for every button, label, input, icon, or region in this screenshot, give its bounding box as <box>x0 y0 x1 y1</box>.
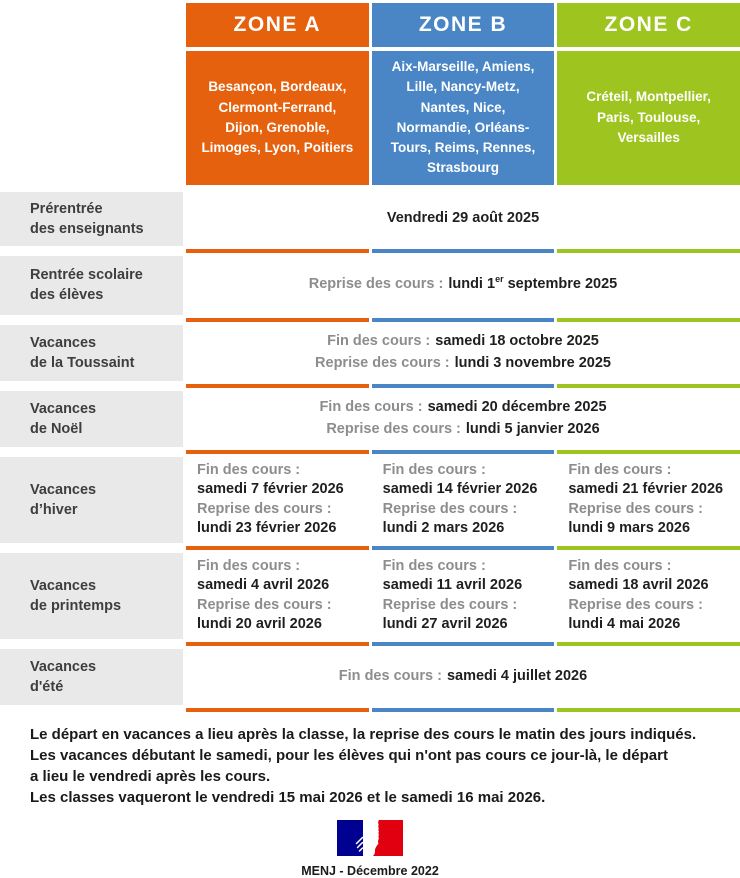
footnote-line3: a lieu le vendredi après les cours. <box>30 767 271 785</box>
zone-c-header: ZONE C <box>557 3 740 47</box>
hiver-a-reprise: lundi 23 février 2026 <box>197 520 337 536</box>
hiver-c-fin: samedi 21 février 2026 <box>568 481 724 497</box>
fin-line <box>319 397 606 418</box>
divider-zone-c <box>557 708 740 712</box>
row-label-line2: d’hiver <box>30 501 78 518</box>
row-content-hiver <box>186 457 740 543</box>
reprise-label: Reprise des cours : <box>315 354 450 371</box>
printemps-c-reprise: lundi 4 mai 2026 <box>568 616 681 632</box>
fin-label: Fin des cours : <box>382 557 486 574</box>
row-content-toussaint <box>186 325 740 381</box>
noel-fin-date: samedi 20 décembre 2025 <box>427 399 607 416</box>
tricolor-divider <box>186 249 740 253</box>
row-label-line1: Vacances <box>30 334 97 351</box>
divider-zone-a <box>186 642 369 646</box>
divider-zone-a <box>186 384 369 388</box>
row-label-line2: des élèves <box>30 287 104 303</box>
fin-label: Fin des cours : <box>197 557 301 574</box>
date-line <box>309 274 617 295</box>
hiver-b-fin: samedi 14 février 2026 <box>382 481 538 497</box>
reprise-label: Reprise des cours : <box>382 500 518 517</box>
fin-line <box>339 666 587 687</box>
printemps-zone-a-cell <box>186 553 369 639</box>
calendar-rows <box>0 192 740 712</box>
row-label-line1: Rentrée scolaire <box>30 267 143 283</box>
reprise-line <box>326 419 599 440</box>
fin-label: Fin des cours : <box>382 461 486 478</box>
zone-cities-row <box>186 51 740 185</box>
fin-label: Fin des cours : <box>197 461 301 478</box>
prerentree-date: Vendredi 29 août 2025 <box>386 209 540 226</box>
divider-zone-b <box>372 318 555 322</box>
row-label-toussaint <box>0 325 183 381</box>
row-label-line1: Vacances <box>30 658 97 675</box>
row-label-line1: Vacances <box>30 481 97 498</box>
row-label-hiver <box>0 457 183 543</box>
row-label-line1: Prérentrée <box>30 200 103 217</box>
divider-zone-b <box>372 249 555 253</box>
row-content-ete <box>186 649 740 705</box>
date-line <box>387 208 539 229</box>
reprise-label: Reprise des cours : <box>568 500 703 517</box>
row-content-noel <box>186 391 740 447</box>
footnote-line1: Le départ en vacances a lieu après la classe, la reprise des cours le matin des jours indiqués. <box>30 725 697 743</box>
reprise-line <box>315 353 611 374</box>
row-label-rentree <box>0 256 183 315</box>
hiver-zone-a-cell <box>186 457 369 543</box>
row-hiver <box>0 457 740 543</box>
divider-zone-b <box>372 642 555 646</box>
credit-line: MENJ - Décembre 2022 <box>301 863 439 878</box>
divider-zone-c <box>557 450 740 454</box>
row-label-line2: de printemps <box>30 597 122 614</box>
zone-header-row <box>186 3 740 47</box>
tricolor-divider <box>186 318 740 322</box>
row-printemps <box>0 553 740 639</box>
french-republic-logo-icon <box>337 820 403 856</box>
hiver-c-reprise: lundi 9 mars 2026 <box>568 520 691 536</box>
reprise-label: Reprise des cours : <box>197 596 332 613</box>
reprise-label: Reprise des cours : <box>568 596 703 613</box>
divider-zone-a <box>186 450 369 454</box>
divider-zone-b <box>372 546 555 550</box>
zone-c-cities: Créteil, Montpellier, Paris, Toulouse, Versailles <box>557 51 740 185</box>
reprise-label: Reprise des cours : <box>308 276 444 293</box>
row-label-line2: de Noël <box>30 420 83 437</box>
rentree-date-post: septembre 2025 <box>503 276 618 293</box>
row-toussaint <box>0 325 740 381</box>
divider-zone-a <box>186 546 369 550</box>
zone-b-cities: Aix-Marseille, Amiens, Lille, Nancy-Metz, Nantes, Nice, Normandie, Orléans-Tours, Reims, Rennes, Strasbourg <box>372 51 555 185</box>
row-label-printemps <box>0 553 183 639</box>
toussaint-fin-date: samedi 18 octobre 2025 <box>435 333 599 350</box>
divider-zone-b <box>372 384 555 388</box>
zone-a-header: ZONE A <box>186 3 369 47</box>
fin-label: Fin des cours : <box>319 399 423 416</box>
divider-zone-a <box>186 318 369 322</box>
divider-zone-a <box>186 249 369 253</box>
reprise-label: Reprise des cours : <box>382 596 518 613</box>
noel-reprise-date: lundi 5 janvier 2026 <box>465 420 600 437</box>
row-content-rentree <box>186 256 740 315</box>
printemps-a-fin: samedi 4 avril 2026 <box>197 577 330 593</box>
hiver-zone-b-cell <box>372 457 555 543</box>
logo-block <box>0 820 740 856</box>
tricolor-divider <box>186 708 740 712</box>
divider-zone-c <box>557 318 740 322</box>
divider-zone-c <box>557 384 740 388</box>
footnote-line2: Les vacances débutant le samedi, pour les élèves qui n'ont pas cours ce jour-là, le départ <box>30 746 668 764</box>
divider-zone-b <box>372 450 555 454</box>
row-rentree <box>0 256 740 315</box>
printemps-zone-b-cell <box>372 553 555 639</box>
divider-zone-c <box>557 546 740 550</box>
tricolor-divider <box>186 384 740 388</box>
hiver-a-fin: samedi 7 février 2026 <box>197 481 344 497</box>
fin-label: Fin des cours : <box>568 461 672 478</box>
fin-label: Fin des cours : <box>338 667 442 684</box>
rentree-date-sup: er <box>495 274 504 285</box>
hiver-b-reprise: lundi 2 mars 2026 <box>382 520 505 536</box>
hiver-zone-c-cell <box>557 457 740 543</box>
printemps-zone-c-cell <box>557 553 740 639</box>
divider-zone-a <box>186 708 369 712</box>
row-prerentree <box>0 192 740 246</box>
zone-b-header: ZONE B <box>372 3 555 47</box>
row-label-line2: des enseignants <box>30 220 144 237</box>
rentree-date-pre: lundi 1 <box>448 276 496 293</box>
row-label-line2: de la Toussaint <box>30 354 135 371</box>
row-label-noel <box>0 391 183 447</box>
tricolor-divider <box>186 546 740 550</box>
footnotes <box>30 724 740 808</box>
row-ete <box>0 649 740 705</box>
reprise-label: Reprise des cours : <box>326 420 461 437</box>
toussaint-reprise-date: lundi 3 novembre 2025 <box>454 354 611 371</box>
row-label-line1: Vacances <box>30 577 97 594</box>
row-label-line1: Vacances <box>30 400 97 417</box>
rentree-date <box>448 276 617 292</box>
row-label-line2: d'été <box>30 678 64 695</box>
printemps-a-reprise: lundi 20 avril 2026 <box>197 616 322 632</box>
printemps-c-fin: samedi 18 avril 2026 <box>568 577 709 593</box>
divider-zone-c <box>557 249 740 253</box>
row-label-prerentree <box>0 192 183 246</box>
reprise-label: Reprise des cours : <box>197 500 332 517</box>
footnote-line4: Les classes vaqueront le vendredi 15 mai 2026 et le samedi 16 mai 2026. <box>30 788 546 806</box>
fin-label: Fin des cours : <box>327 333 431 350</box>
fin-label: Fin des cours : <box>568 557 672 574</box>
tricolor-divider <box>186 450 740 454</box>
printemps-b-fin: samedi 11 avril 2026 <box>382 577 523 593</box>
row-content-prerentree <box>186 192 740 246</box>
fin-line <box>327 331 599 352</box>
row-label-ete <box>0 649 183 705</box>
printemps-b-reprise: lundi 27 avril 2026 <box>382 616 508 632</box>
divider-zone-b <box>372 708 555 712</box>
row-content-printemps <box>186 553 740 639</box>
ete-fin-date: samedi 4 juillet 2026 <box>446 667 588 684</box>
row-noel <box>0 391 740 447</box>
zone-a-cities: Besançon, Bordeaux, Clermont-Ferrand, Dijon, Grenoble, Limoges, Lyon, Poitiers <box>186 51 369 185</box>
divider-zone-c <box>557 642 740 646</box>
tricolor-divider <box>186 642 740 646</box>
